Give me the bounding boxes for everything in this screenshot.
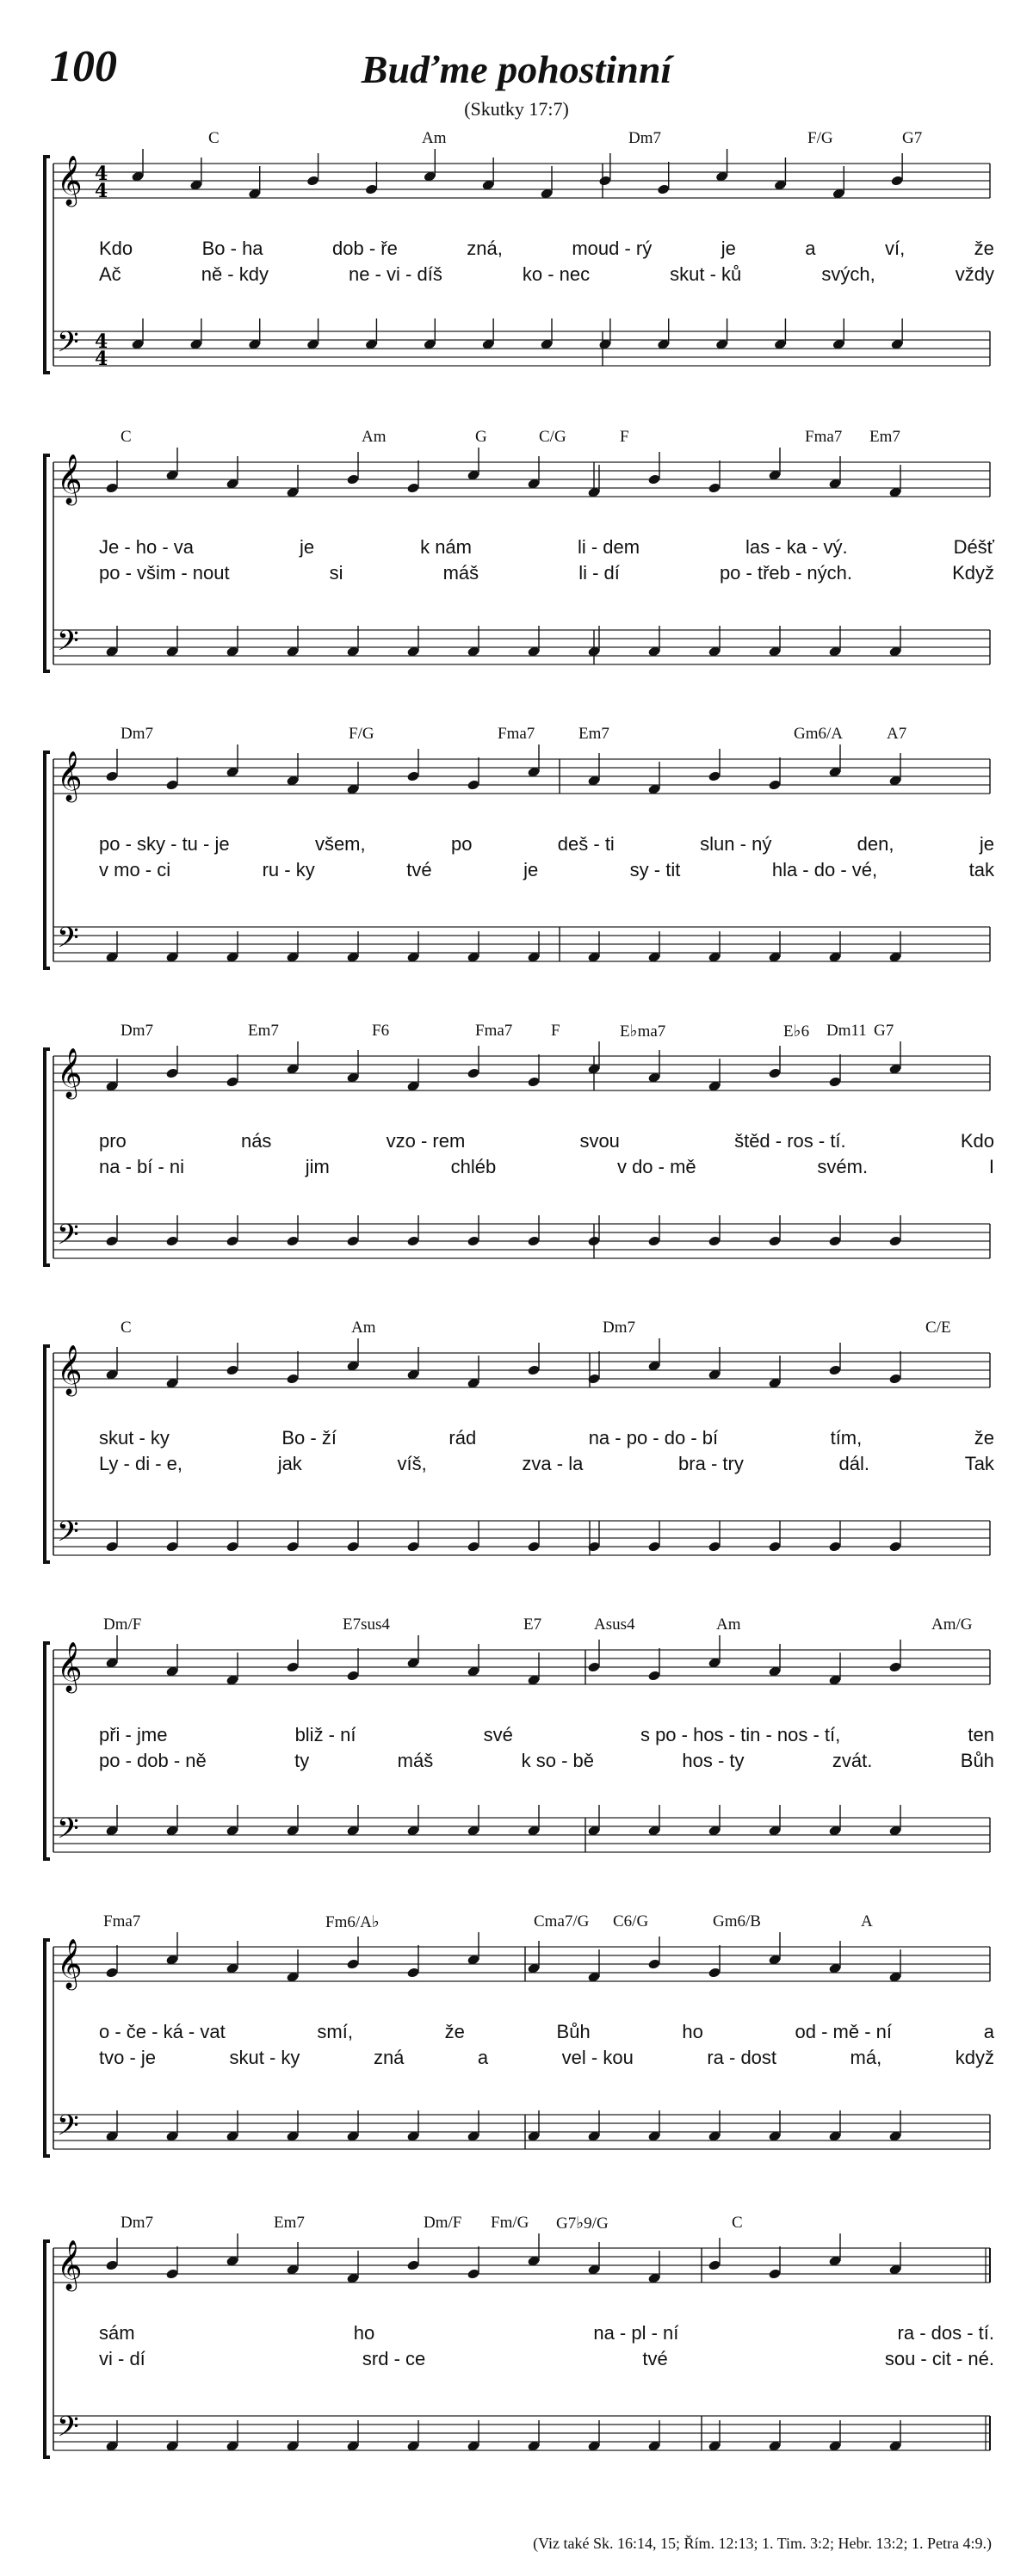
- treble-time-sig-bottom: 4: [95, 180, 108, 202]
- lyric-syllables: sy - tit: [629, 859, 681, 880]
- chord-symbol: C: [732, 2214, 743, 2232]
- lyric-syllables: Kdo: [99, 238, 133, 259]
- lyric-syllables: moud - rý: [572, 238, 653, 259]
- treble-clef-icon: 𝄞: [57, 155, 83, 205]
- treble-clef-icon: 𝄞: [57, 1641, 83, 1691]
- chord-symbol: Am: [716, 1615, 741, 1634]
- lyric-syllables: vel - kou: [561, 2047, 634, 2068]
- lyric-syllables: zná: [373, 2047, 405, 2068]
- lyric-syllables: ně - kdy: [201, 263, 269, 285]
- lyric-syllables: Když: [952, 562, 994, 584]
- system-3: [0, 723, 1033, 1007]
- lyric-syllables: zva - la: [522, 1453, 584, 1474]
- lyric-syllables: Kdo: [960, 1130, 994, 1152]
- chord-symbol: Dm11: [826, 1022, 867, 1040]
- system-bracket: [43, 2241, 50, 2457]
- chord-symbol: F: [620, 428, 629, 446]
- lyric-syllables: je: [721, 238, 736, 259]
- chord-symbol: E7: [523, 1615, 542, 1634]
- lyric-syllables: skut - ků: [670, 263, 742, 285]
- lyrics-verse-2: [99, 562, 994, 584]
- lyric-syllables: smí,: [317, 2021, 353, 2042]
- chord-symbol: Em7: [248, 1022, 279, 1040]
- treble-clef-icon: 𝄞: [57, 1047, 83, 1097]
- lyric-syllables: den,: [857, 833, 894, 855]
- lyrics-verse-2: [99, 859, 994, 881]
- lyric-syllables: k so - bě: [521, 1750, 594, 1771]
- chord-symbol: Em7: [578, 725, 609, 743]
- lyrics-verse-1: [99, 1427, 994, 1449]
- chord-symbol: G7♭9/G: [556, 2215, 609, 2233]
- lyric-syllables: po - třeb - ných.: [719, 562, 853, 584]
- lyric-syllables: že: [974, 1427, 994, 1449]
- bass-time-sig-top: 4: [95, 330, 108, 353]
- lyric-syllables: zná,: [467, 238, 503, 259]
- lyric-syllables: ru - ky: [262, 859, 315, 880]
- chord-symbol: Em7: [869, 428, 900, 446]
- lyric-syllables: má,: [850, 2047, 882, 2068]
- lyric-syllables: na - bí - ni: [99, 1156, 185, 1177]
- chord-symbol: Fma7: [498, 725, 535, 743]
- system-6: [0, 1614, 1033, 1898]
- lyric-syllables: svém.: [817, 1156, 869, 1177]
- lyric-syllables: v mo - ci: [99, 859, 171, 880]
- lyrics-verse-2: [99, 1156, 994, 1178]
- chord-symbol: Em7: [274, 2214, 305, 2232]
- lyric-syllables: jak: [277, 1453, 302, 1474]
- lyrics-verse-2: [99, 1453, 994, 1475]
- chord-symbol: F/G: [807, 129, 833, 147]
- lyric-syllables: tvé: [406, 859, 432, 880]
- lyric-syllables: že: [444, 2021, 465, 2042]
- lyric-syllables: o - če - ká - vat: [99, 2021, 226, 2042]
- chord-symbol: Fma7: [103, 1912, 141, 1930]
- lyrics-verse-1: [99, 536, 994, 559]
- treble-time-sig-top: 4: [95, 163, 108, 185]
- lyric-syllables: zvát.: [832, 1750, 873, 1771]
- lyric-syllables: Ly - di - e,: [99, 1453, 182, 1474]
- lyric-syllables: po - všim - nout: [99, 562, 230, 584]
- lyric-syllables: li - dí: [578, 562, 620, 584]
- lyric-syllables: když: [955, 2047, 994, 2068]
- scripture-reference: (Skutky 17:7): [464, 98, 569, 120]
- chord-symbol: Dm/F: [103, 1615, 142, 1634]
- lyric-syllables: všem,: [314, 833, 366, 855]
- chord-symbol: C/E: [925, 1319, 951, 1337]
- lyric-syllables: rád: [448, 1427, 477, 1449]
- lyrics-verse-1: [99, 2021, 994, 2043]
- lyric-syllables: vždy: [955, 263, 994, 285]
- lyrics-verse-1: [99, 2322, 994, 2344]
- lyrics-verse-1: [99, 833, 994, 856]
- lyric-syllables: jim: [305, 1156, 330, 1177]
- lyric-syllables: tak: [968, 859, 994, 880]
- lyrics-verse-2: [99, 1750, 994, 1772]
- lyric-syllables: ko - nec: [522, 263, 591, 285]
- chord-symbol: G: [475, 428, 487, 446]
- lyric-syllables: od - mě - ní: [795, 2021, 893, 2042]
- system-bracket: [43, 1346, 50, 1562]
- lyric-syllables: Bo - ha: [201, 238, 263, 259]
- bass-clef-icon: 𝄢: [57, 1813, 79, 1852]
- lyric-syllables: je: [523, 859, 539, 880]
- lyric-syllables: ne - vi - díš: [349, 263, 442, 285]
- system-bracket: [43, 1049, 50, 1265]
- chord-symbol: Dm7: [603, 1319, 635, 1337]
- chord-symbol: Am: [362, 428, 387, 446]
- lyric-syllables: a: [805, 238, 816, 259]
- treble-clef-icon: 𝄞: [57, 454, 83, 503]
- lyric-syllables: chléb: [450, 1156, 497, 1177]
- lyric-syllables: tím,: [830, 1427, 863, 1449]
- system-bracket: [43, 157, 50, 373]
- chord-symbol: Fm6/A♭: [325, 1913, 380, 1931]
- lyric-syllables: ho: [682, 2021, 703, 2042]
- lyric-syllables: ra - dost: [707, 2047, 777, 2068]
- lyric-syllables: svou: [579, 1130, 620, 1152]
- chord-symbol: C: [121, 428, 132, 446]
- lyrics-verse-2: [99, 2047, 994, 2069]
- lyric-syllables: sám: [99, 2322, 135, 2344]
- chord-symbol: Fma7: [805, 428, 843, 446]
- lyric-syllables: máš: [442, 562, 479, 584]
- lyric-syllables: Ač: [99, 263, 121, 285]
- lyric-syllables: bra - try: [678, 1453, 744, 1474]
- system-7: [0, 1911, 1033, 2195]
- chord-symbol: Dm7: [121, 2214, 153, 2232]
- bass-clef-icon: 𝄢: [57, 922, 79, 961]
- lyric-syllables: si: [329, 562, 343, 584]
- bass-clef-icon: 𝄢: [57, 326, 79, 366]
- lyric-syllables: dál.: [838, 1453, 869, 1474]
- system-4: [0, 1020, 1033, 1304]
- lyric-syllables: v do - mě: [616, 1156, 696, 1177]
- chord-symbol: Dm7: [121, 725, 153, 743]
- chord-symbol: G7: [902, 129, 923, 147]
- lyric-syllables: ra - dos - tí.: [897, 2322, 994, 2344]
- hymn-title: Buďme pohostinní: [361, 47, 672, 91]
- chord-symbol: Gm6/B: [713, 1912, 761, 1930]
- chord-symbol: F/G: [349, 725, 374, 743]
- lyric-syllables: štěd - ros - tí.: [734, 1130, 846, 1152]
- lyric-syllables: ví,: [884, 238, 906, 259]
- chord-symbol: F6: [372, 1022, 390, 1040]
- chord-symbol: C: [121, 1319, 132, 1337]
- lyric-syllables: vzo - rem: [386, 1130, 466, 1152]
- lyrics-verse-2: [99, 263, 994, 286]
- lyric-syllables: skut - ky: [229, 2047, 300, 2068]
- lyric-syllables: k nám: [420, 536, 472, 558]
- chord-symbol: Fma7: [475, 1022, 513, 1040]
- chord-symbol: A: [861, 1912, 873, 1930]
- lyric-syllables: Déšť: [953, 536, 994, 558]
- lyric-syllables: hla - do - vé,: [771, 859, 878, 880]
- lyric-syllables: deš - ti: [557, 833, 615, 855]
- system-bracket: [43, 455, 50, 671]
- lyric-syllables: máš: [397, 1750, 434, 1771]
- lyric-syllables: sou - cit - né.: [884, 2348, 994, 2369]
- lyrics-verse-1: [99, 1130, 994, 1152]
- lyric-syllables: nás: [240, 1130, 272, 1152]
- chord-symbol: G7: [874, 1022, 894, 1040]
- system-5: [0, 1317, 1033, 1601]
- bass-clef-icon: 𝄢: [57, 2110, 79, 2149]
- system-2: [0, 426, 1033, 710]
- bass-clef-icon: 𝄢: [57, 625, 79, 664]
- chord-symbol: E♭ma7: [620, 1022, 666, 1041]
- chord-symbol: C: [208, 129, 220, 147]
- lyric-syllables: je: [979, 833, 994, 855]
- lyric-syllables: srd - ce: [362, 2348, 426, 2369]
- lyric-syllables: las - ka - vý.: [745, 536, 848, 558]
- hymn-number: 100: [50, 42, 117, 91]
- lyric-syllables: po: [450, 833, 473, 855]
- system-bracket: [43, 1940, 50, 2156]
- chord-symbol: C/G: [539, 428, 566, 446]
- chord-symbol: E♭6: [783, 1022, 810, 1041]
- lyric-syllables: ho: [353, 2322, 375, 2344]
- chord-symbol: E7sus4: [343, 1615, 390, 1634]
- lyric-syllables: hos - ty: [682, 1750, 745, 1771]
- lyric-syllables: li - dem: [577, 536, 640, 558]
- lyric-syllables: Bůh: [960, 1750, 994, 1771]
- lyric-syllables: vi - dí: [99, 2348, 145, 2369]
- chord-symbol: F: [551, 1022, 560, 1040]
- chord-symbol: Am/G: [931, 1615, 973, 1634]
- lyric-syllables: I: [988, 1156, 994, 1177]
- chord-symbol: Dm7: [628, 129, 661, 147]
- lyric-syllables: pro: [99, 1130, 127, 1152]
- chord-symbol: Dm/F: [424, 2214, 462, 2232]
- lyric-syllables: víš,: [397, 1453, 427, 1474]
- chord-symbol: Am: [422, 129, 447, 147]
- lyric-syllables: a: [983, 2021, 994, 2042]
- bass-time-sig-bottom: 4: [95, 348, 108, 370]
- lyric-syllables: že: [974, 238, 994, 259]
- treble-clef-icon: 𝄞: [57, 751, 83, 800]
- lyric-syllables: při - jme: [99, 1724, 168, 1745]
- lyric-syllables: tvo - je: [99, 2047, 157, 2068]
- system-bracket: [43, 752, 50, 968]
- lyric-syllables: bliž - ní: [294, 1724, 356, 1745]
- bass-clef-icon: 𝄢: [57, 2411, 79, 2450]
- cross-references: (Viz také Sk. 16:14, 15; Řím. 12:13; 1. Tim. 3:2; Hebr. 13:2; 1. Petra 4:9.): [533, 2535, 992, 2552]
- lyric-syllables: tvé: [642, 2348, 668, 2369]
- lyric-syllables: dob - ře: [332, 238, 398, 259]
- treble-clef-icon: 𝄞: [57, 1344, 83, 1394]
- chord-symbol: C6/G: [613, 1912, 649, 1930]
- system-bracket: [43, 1643, 50, 1859]
- lyrics-verse-1: [99, 238, 994, 260]
- lyric-syllables: Bůh: [556, 2021, 591, 2042]
- lyrics-verse-1: [99, 1724, 994, 1746]
- lyric-syllables: ten: [968, 1724, 994, 1745]
- lyric-syllables: je: [300, 536, 315, 558]
- chord-symbol: Am: [351, 1319, 376, 1337]
- lyric-syllables: na - po - do - bí: [588, 1427, 719, 1449]
- lyric-syllables: slun - ný: [700, 833, 772, 855]
- lyric-syllables: ty: [294, 1750, 310, 1771]
- bass-clef-icon: 𝄢: [57, 1516, 79, 1555]
- lyric-syllables: s po - hos - tin - nos - tí,: [640, 1724, 841, 1745]
- system-8: [0, 2212, 1033, 2496]
- lyric-syllables: po - dob - ně: [99, 1750, 207, 1771]
- lyric-syllables: Je - ho - va: [99, 536, 195, 558]
- lyric-syllables: své: [483, 1724, 513, 1745]
- lyric-syllables: po - sky - tu - je: [99, 833, 230, 855]
- chord-symbol: A7: [887, 725, 907, 743]
- lyric-syllables: Tak: [964, 1453, 994, 1474]
- system-1: [0, 127, 1033, 411]
- lyric-syllables: na - pl - ní: [593, 2322, 679, 2344]
- chord-symbol: Cma7/G: [534, 1912, 590, 1930]
- chord-symbol: Fm/G: [491, 2214, 529, 2232]
- bass-clef-icon: 𝄢: [57, 1219, 79, 1258]
- lyric-syllables: a: [477, 2047, 489, 2068]
- treble-clef-icon: 𝄞: [57, 1938, 83, 1988]
- chord-symbol: Dm7: [121, 1022, 153, 1040]
- chord-symbol: Asus4: [594, 1615, 635, 1634]
- lyric-syllables: svých,: [821, 263, 875, 285]
- lyric-syllables: skut - ky: [99, 1427, 170, 1449]
- treble-clef-icon: 𝄞: [57, 2239, 83, 2289]
- lyric-syllables: Bo - ží: [281, 1427, 337, 1449]
- lyrics-verse-2: [99, 2348, 994, 2370]
- chord-symbol: Gm6/A: [794, 725, 843, 743]
